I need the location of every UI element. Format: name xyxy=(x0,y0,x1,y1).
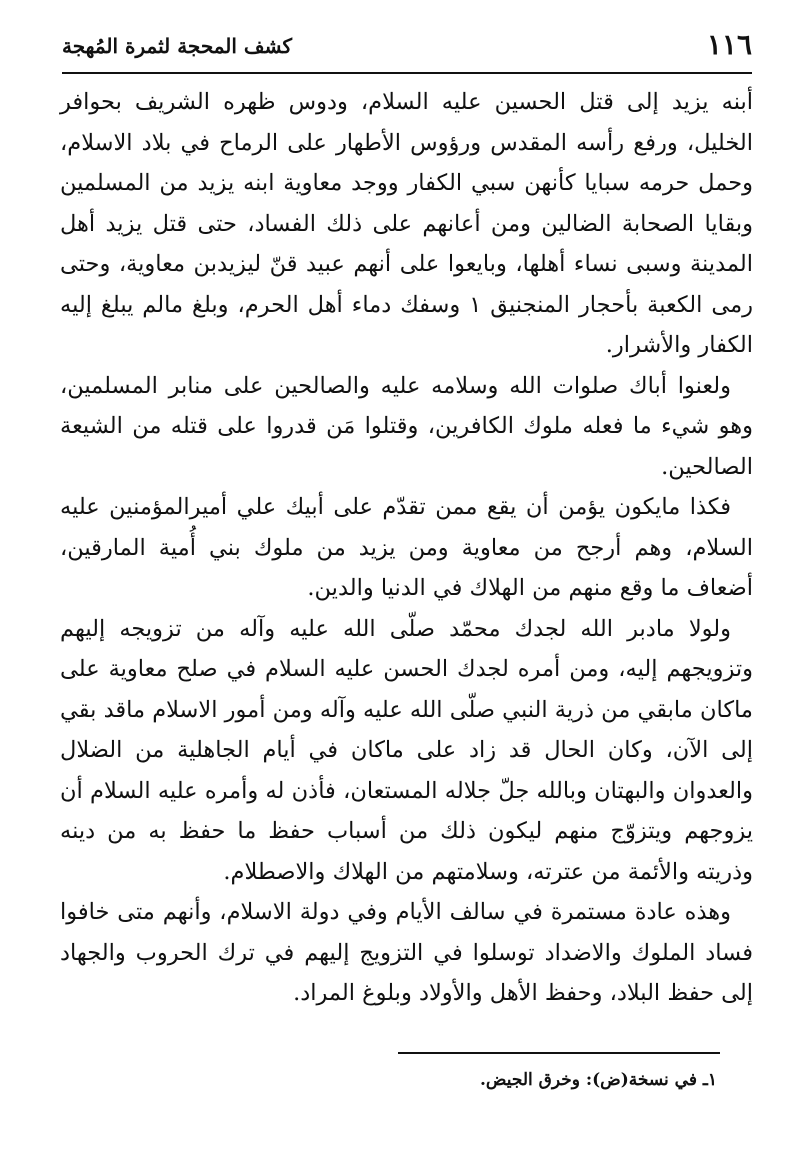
paragraph: أبنه يزيد إلى قتل الحسين عليه السلام، ودوس ظهره الشريف بحوافر الخليل، ورفع رأسه المقدس ورؤوس الأطهار على الرماح في بلاد الاسلام، وحمل حرمه سبايا كأنهن سبي الكفار ووجد معاوية ابنه يزيد من المسلمين وبقايا الصحابة الضالين ومن أعانهم على ذلك الفساد، حتى قتل يزيد أهل المدينة وسبى نساء أهلها، وبايعوا على أنهم عبيد قنّ ليزيدبن معاوية، وحتى رمى الكعبة بأحجار المنجنيق ١ وسفك دماء أهل الحرم، وبلغ مالم يبلغ إليه الكفار والأشرار. xyxy=(60,89,754,358)
footnote: ١ـ في نسخة(ض): وخرق الجيض. xyxy=(479,1070,717,1090)
paragraph: ولعنوا أباك صلوات الله وسلامه عليه والصالحين على منابر المسلمين، وهو شيء ما فعله ملوك الكافرين، وقتلوا مَن قدروا على قتله من الشيعة الصالحين. xyxy=(60,372,753,480)
header-divider xyxy=(62,72,752,74)
running-title: كشف المحجة لثمرة المُهجة xyxy=(62,34,292,58)
paragraph: فكذا مايكون يؤمن أن يقع ممن تقدّم على أبيك علي أميرالمؤمنين عليه السلام، وهم أرجح من معاوية ومن يزيد من ملوك بني أُمية المارقين، أضعاف ما وقع منهم من الهلاك في الدنيا والدين. xyxy=(60,494,753,601)
paragraph: ولولا مادبر الله لجدك محمّد صلّى الله عليه وآله من تزويجه إليهم وتزويجهم إليه، ومن أمره لجدك الحسن عليه السلام في صلح معاوية على ماكان مابقي من ذرية النبي صلّى الله عليه وآله ومن أمور الاسلام ماقد بقي إلى الآن، وكان الحال قد زاد على ماكان في أيام الجاهلية من الضلال والعدوان والبهتان وبالله جلّ جلاله المستعان، فأذن له وأمره عليه السلام أن يزوجهم ويتزوّج منهم ليكون ذلك من أسباب حفظ ما حفظ به من دينه وذريته والأئمة من عترته، وسلامتهم من الهلاك والاصطلام. xyxy=(60,615,753,885)
body-text xyxy=(60,82,753,1014)
footnote-divider xyxy=(398,1052,720,1054)
paragraph: وهذه عادة مستمرة في سالف الأيام وفي دولة الاسلام، وأنهم متى خافوا فساد الملوك والاضداد توسلوا في التزويج إليهم في ترك الحروب والجهاد إلى حفظ البلاد، وحفظ الأهل والأولاد وبلوغ المراد. xyxy=(60,899,753,1006)
page-number: ١١٦ xyxy=(706,28,752,61)
page-header xyxy=(62,22,752,72)
